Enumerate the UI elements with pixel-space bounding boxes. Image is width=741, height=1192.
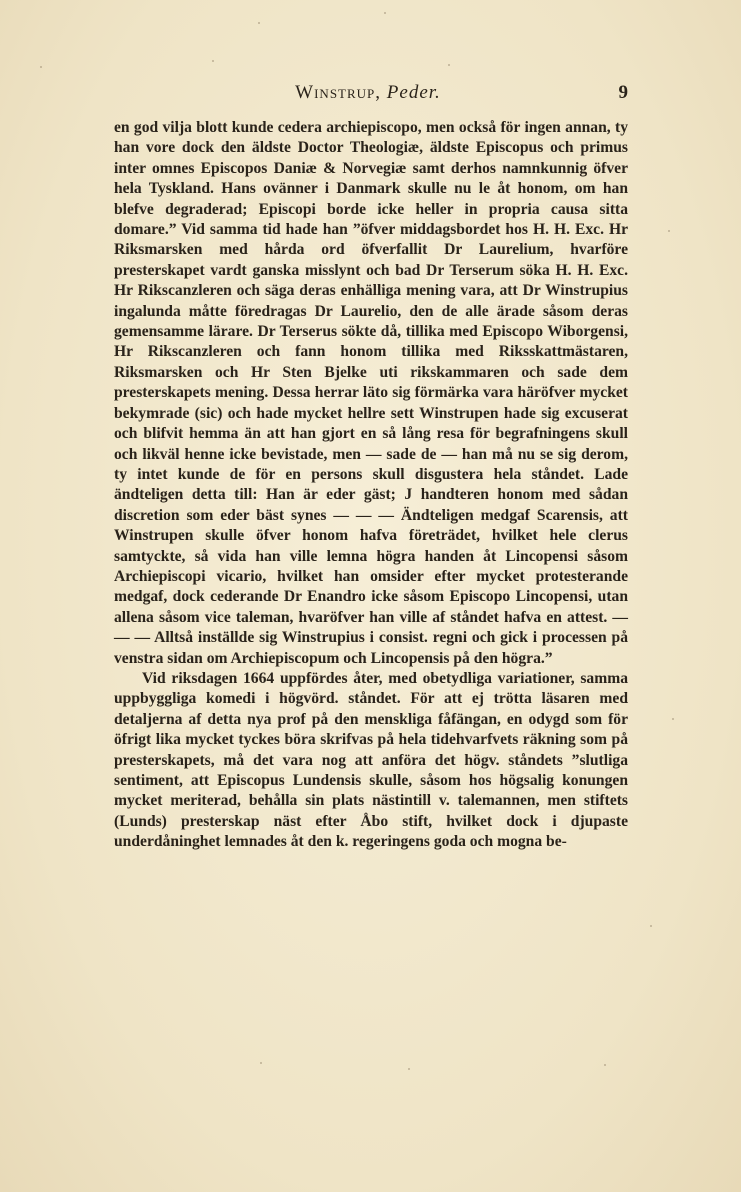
paragraph: Vid riksdagen 1664 uppfördes åter, med obetydliga variationer, samma uppbyggliga komedi i högvörd. ståndet. För att ej trötta läsaren med detaljerna af detta nya prof på den menskliga fåfängan, en odygd som för öfrigt lika mycket tyckes böra skrifvas på hela tidehvarfvets räkning som på presterskapets, må det vara nog att anföra det högv. ståndets ”slutliga sentiment, att Episcopus Lundensis skulle, såsom hos högsalig konungen mycket meriterad, behålla sin plats nästintill v. talemannen, men stiftets (Lunds) presterskap näst efter Åbo stift, hvilket dock i djupaste underdåninghet lemnades åt den k. regeringens goda och mogna be-: [114, 669, 628, 851]
given-name: Peder.: [386, 82, 441, 103]
paragraph: en god vilja blott kunde cedera archiepiscopo, men också för ingen annan, ty han vore dock den äldste Doctor Theologiæ, äldste Episcopus och primus inter omnes Episcopos Daniæ & Norvegiæ samt derhos namnkunnig öfver hela Tyskland. Hans ovänner i Danmark skulle nu le åt honom, om han blefve degraderad; Episcopi borde icke heller in propria causa sitta domare.” Vid samma tid hade han ”öfver middagsbordet hos H. H. Exc. Hr Riksmarsken med hårda ord öfverfallit Dr Laurelium, hvarföre presterskapet vardt ganska misslynt och bad Dr Terserum söka H. H. Exc. Hr Rikscanzleren och säga deras enhälliga mening vara, att Dr Winstrupius ingalunda måtte föredragas Dr Laurelio, den de alle ärade såsom deras gemensamme lärare. Dr Terserus sökte då, tillika med Episcopo Wiborgensi, Hr Rikscanzleren och fann honom tillika med Riksskattmästaren, Riksmarsken och Hr Sten Bjelke uti rikskammaren och sade dem presterskapets mening. Dessa herrar läto sig förmärka vara häröfver mycket bekymrade (sic) och hade mycket hellre sett Winstrupen hade sig excuserat och blifvit hemma än att han gjort en så lång resa för begrafningens skull och likväl henne icke bevistade, men — sade de — han må nu se sig derom, ty intet kunde de för en persons skull disgustera hela ståndet. Lade ändteligen detta till: Han är eder gäst; J handteren honom med sådan discretion som eder bäst synes — — — Ändteligen medgaf Scarensis, att Winstrupen skulle öfver honom hafva företrädet, hvilket hele clerus samtyckte, så vida han ville lemna högra handen åt Lincopensi såsom Archiepiscopi vicario, hvilket han omsider efter mycket protesterande medgaf, dock cederande Dr Enandro icke såsom Episcopo Lincopensi, utan allena såsom vice taleman, hvaröfver han ville af ståndet hafva en attest. — — — Alltså inställde sig Winstrupius i consist. regni och gick i processen på venstra sidan om Archiepiscopum och Lincopensis på den högra.”: [114, 119, 628, 667]
page-number: 9: [618, 82, 628, 103]
body-text: [114, 118, 628, 853]
author-name: Winstrup,: [295, 82, 382, 103]
running-title: [108, 82, 628, 104]
running-head: [108, 82, 628, 106]
